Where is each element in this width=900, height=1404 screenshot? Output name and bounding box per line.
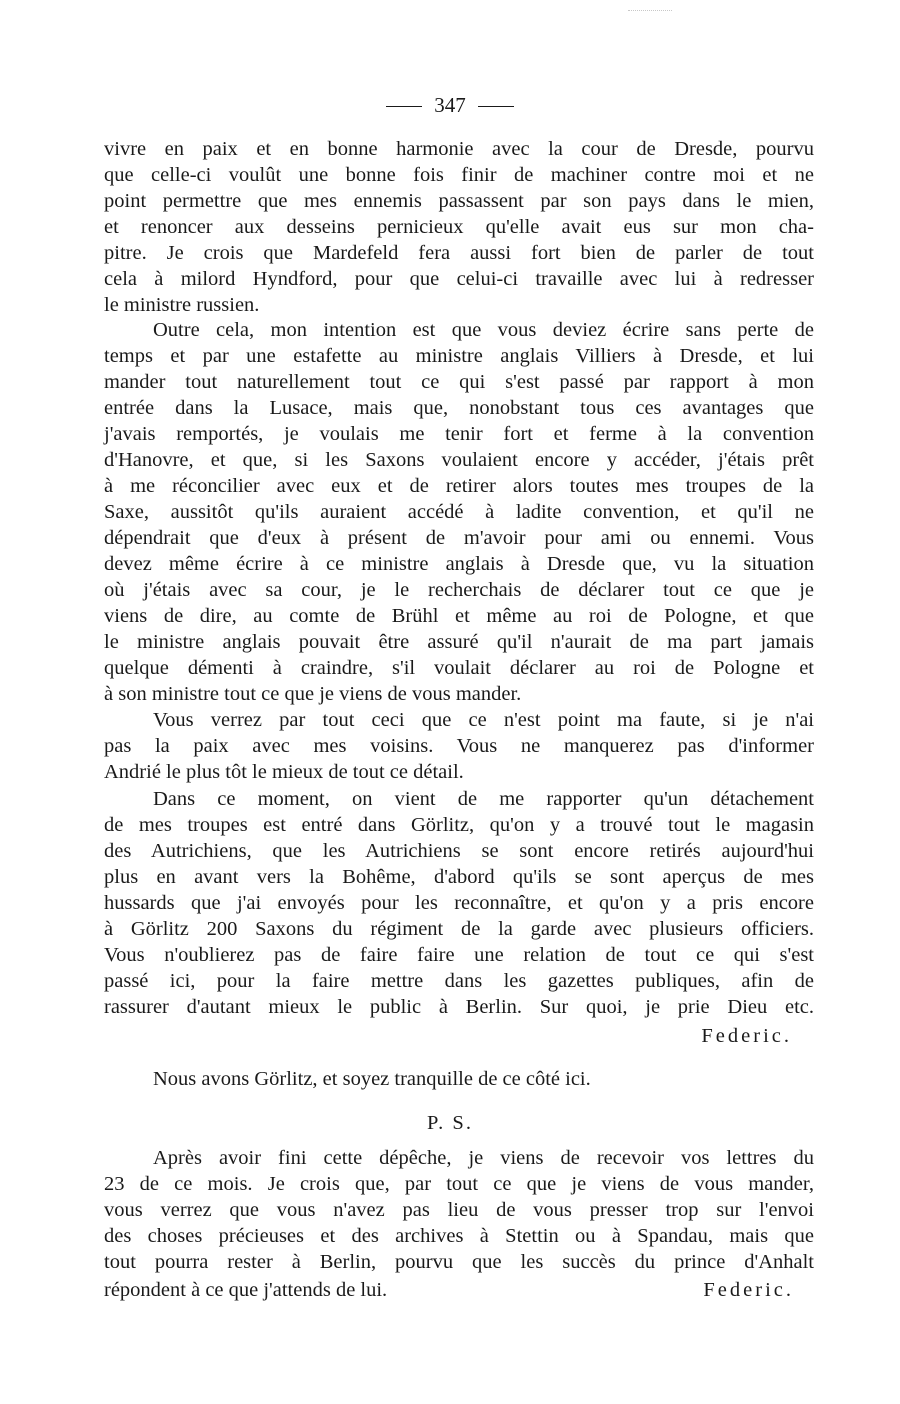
text-line: pas la paix avec mes voisins. Vous ne manquerez pas d'informer (104, 735, 814, 757)
text-line: viens de dire, au comte de Brühl et même au roi de Pologne, et que (104, 605, 814, 627)
text-line: mander tout naturellement tout ce qui s'est passé par rapport à mon (104, 371, 814, 393)
text-line: d'Hanovre, et que, si les Saxons voulaient encore y accéder, j'étais prêt (104, 449, 814, 471)
text-line: où j'étais avec sa cour, je le recherchais de déclarer tout ce que je (104, 579, 814, 601)
page-header (0, 90, 900, 120)
postscript-note: Nous avons Görlitz, et soyez tranquille de ce côté ici. (153, 1068, 591, 1090)
text-line: Saxe, aussitôt qu'ils auraient accédé à ladite convention, et qu'il ne (104, 501, 814, 523)
ps-line: vous verrez que vous n'avez pas lieu de vous presser trop sur l'envoi (104, 1199, 814, 1221)
text-line: pitre. Je crois que Mardefeld fera aussi fort bien de parler de tout (104, 242, 814, 264)
text-line: entrée dans la Lusace, mais que, nonobstant tous ces avantages que (104, 397, 814, 419)
text-line: le ministre anglais pouvait être assuré qu'il n'aurait de ma part jamais (104, 631, 814, 653)
text-line: des Autrichiens, que les Autrichiens se sont encore retirés aujourd'hui (104, 840, 814, 862)
text-line: devez même écrire à ce ministre anglais à Dresde que, vu la situation (104, 553, 814, 575)
text-line: plus en avant vers la Bohême, d'abord qu'ils se sont aperçus de mes (104, 866, 814, 888)
header-dash-left (386, 106, 422, 107)
signature: Federic. (701, 1025, 792, 1047)
text-line: à son ministre tout ce que je viens de vous mander. (104, 683, 522, 705)
text-line: dépendrait que d'eux à présent de m'avoir pour ami ou ennemi. Vous (104, 527, 814, 549)
text-line: cela à milord Hyndford, pour que celui-ci travaille avec lui à redresser (104, 268, 814, 290)
text-line: Vous n'oublierez pas de faire faire une relation de tout ce qui s'est (104, 944, 814, 966)
text-line: passé ici, pour la faire mettre dans les gazettes publiques, afin de (104, 970, 814, 992)
ps-last-line (104, 1277, 794, 1303)
ps-line: tout pourra rester à Berlin, pourvu que les succès du prince d'Anhalt (104, 1251, 814, 1273)
text-line: que celle-ci voulût une bonne fois finir de machiner contre moi et ne (104, 164, 814, 186)
text-line: rassurer d'autant mieux le public à Berlin. Sur quoi, je prie Dieu etc. (104, 996, 814, 1018)
scan-mark (628, 10, 672, 11)
ps-line: 23 de ce mois. Je crois que, par tout ce que je viens de vous mander, (104, 1173, 814, 1195)
page-number: 347 (434, 92, 466, 117)
signature: Federic. (703, 1279, 794, 1301)
text-line: le ministre russien. (104, 294, 260, 316)
ps-line: répondent à ce que j'attends de lui. (104, 1279, 388, 1301)
ps-heading: P. S. (427, 1112, 473, 1134)
text-line: Dans ce moment, on vient de me rapporter qu'un détachement (153, 788, 814, 810)
text-line: quelque démenti à craindre, s'il voulait déclarer au roi de Pologne et (104, 657, 814, 679)
text-line: Vous verrez par tout ceci que ce n'est point ma faute, si je n'ai (153, 709, 814, 731)
text-line: point permettre que mes ennemis passassent par son pays dans le mien, (104, 190, 814, 212)
text-line: Andrié le plus tôt le mieux de tout ce détail. (104, 761, 464, 783)
text-line: à me réconcilier avec eux et de retirer alors toutes mes troupes de la (104, 475, 814, 497)
text-line: Outre cela, mon intention est que vous deviez écrire sans perte de (153, 319, 814, 341)
text-line: à Görlitz 200 Saxons du régiment de la garde avec plusieurs officiers. (104, 918, 814, 940)
text-line: vivre en paix et en bonne harmonie avec la cour de Dresde, pourvu (104, 138, 814, 160)
text-line: hussards que j'ai envoyés pour les reconnaître, et qu'on y a pris encore (104, 892, 814, 914)
text-line: j'avais remportés, je voulais me tenir fort et ferme à la convention (104, 423, 814, 445)
text-line: de mes troupes est entré dans Görlitz, qu'on y a trouvé tout le magasin (104, 814, 814, 836)
header-dash-right (478, 106, 514, 107)
ps-line: Après avoir fini cette dépêche, je viens de recevoir vos lettres du (153, 1147, 814, 1169)
text-line: temps et par une estafette au ministre anglais Villiers à Dresde, et lui (104, 345, 814, 367)
text-line: et renoncer aux desseins pernicieux qu'elle avait eus sur mon cha- (104, 216, 814, 238)
ps-line: des choses précieuses et des archives à Stettin ou à Spandau, mais que (104, 1225, 814, 1247)
